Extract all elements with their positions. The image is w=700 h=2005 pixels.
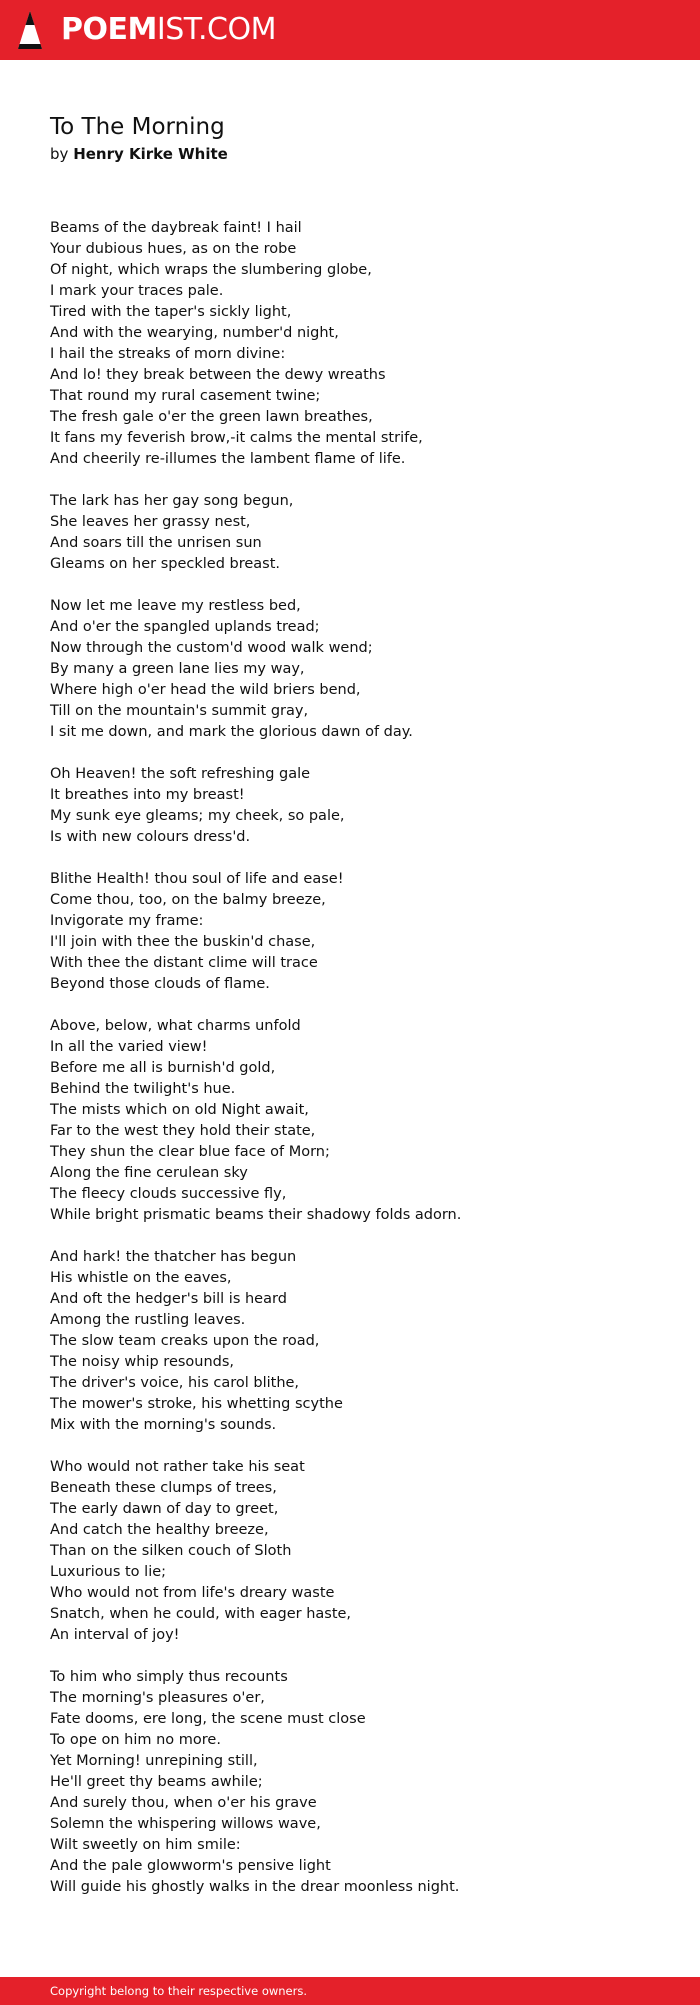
poem-stanza bbox=[50, 218, 670, 470]
poem-stanza bbox=[50, 1247, 670, 1436]
poem-line: Your dubious hues, as on the robe bbox=[50, 241, 297, 257]
poem-line: Beneath these clumps of trees, bbox=[50, 1480, 277, 1496]
poem-line: They shun the clear blue face of Morn; bbox=[50, 1144, 330, 1160]
poem-line: Now through the custom'd wood walk wend; bbox=[50, 640, 373, 656]
poem-line: It fans my feverish brow,-it calms the mental strife, bbox=[50, 430, 423, 446]
poem-line: The fleecy clouds successive fly, bbox=[50, 1186, 287, 1202]
poem-line: It breathes into my breast! bbox=[50, 787, 245, 803]
poem-line: And soars till the unrisen sun bbox=[50, 535, 262, 551]
poem-line: The noisy whip resounds, bbox=[50, 1354, 235, 1370]
poem-line: And surely thou, when o'er his grave bbox=[50, 1795, 317, 1811]
poem-line: And cheerily re-illumes the lambent flame of life. bbox=[50, 451, 406, 467]
poem-line: Luxurious to lie; bbox=[50, 1564, 167, 1580]
poem-line: Oh Heaven! the soft refreshing gale bbox=[50, 766, 311, 782]
poem-line: Before me all is burnish'd gold, bbox=[50, 1060, 276, 1076]
poem-line: Tired with the taper's sickly light, bbox=[50, 304, 292, 320]
poem-line: Above, below, what charms unfold bbox=[50, 1018, 301, 1034]
poem-title: To The Morning bbox=[50, 114, 225, 140]
poem-line: The morning's pleasures o'er, bbox=[50, 1690, 265, 1706]
poem-line: In all the varied view! bbox=[50, 1039, 208, 1055]
poem-line: She leaves her grassy nest, bbox=[50, 514, 251, 530]
poem-line: The driver's voice, his carol blithe, bbox=[50, 1375, 300, 1391]
poem-line: The early dawn of day to greet, bbox=[50, 1501, 279, 1517]
poem-line: The slow team creaks upon the road, bbox=[50, 1333, 320, 1349]
poem-body bbox=[50, 218, 670, 1919]
poem-line: The fresh gale o'er the green lawn breathes, bbox=[50, 409, 373, 425]
site-logo[interactable] bbox=[17, 10, 276, 50]
poem-line: Gleams on her speckled breast. bbox=[50, 556, 281, 572]
poem-line: Now let me leave my restless bed, bbox=[50, 598, 301, 614]
poem-line: My sunk eye gleams; my cheek, so pale, bbox=[50, 808, 345, 824]
poem-line: And oft the hedger's bill is heard bbox=[50, 1291, 287, 1307]
pencil-tip-icon bbox=[17, 10, 43, 50]
poem-line: An interval of joy! bbox=[50, 1627, 180, 1643]
poem-line: I hail the streaks of morn divine: bbox=[50, 346, 286, 362]
poem-line: I sit me down, and mark the glorious dawn of day. bbox=[50, 724, 413, 740]
poem-stanza bbox=[50, 596, 670, 743]
author-name[interactable]: Henry Kirke White bbox=[73, 145, 228, 163]
poem-line: Far to the west they hold their state, bbox=[50, 1123, 316, 1139]
poem-line: The mists which on old Night await, bbox=[50, 1102, 309, 1118]
poem-line: His whistle on the eaves, bbox=[50, 1270, 232, 1286]
poem-line: Who would not from life's dreary waste bbox=[50, 1585, 335, 1601]
poem-line: Till on the mountain's summit gray, bbox=[50, 703, 309, 719]
poem-line: Is with new colours dress'd. bbox=[50, 829, 251, 845]
poem-stanza bbox=[50, 1457, 670, 1646]
poem-line: And hark! the thatcher has begun bbox=[50, 1249, 297, 1265]
poem-line: Among the rustling leaves. bbox=[50, 1312, 246, 1328]
poem-line: That round my rural casement twine; bbox=[50, 388, 321, 404]
poem-line: I mark your traces pale. bbox=[50, 283, 224, 299]
poem-line: Beyond those clouds of flame. bbox=[50, 976, 270, 992]
poem-line: And the pale glowworm's pensive light bbox=[50, 1858, 331, 1874]
poem-line: Behind the twilight's hue. bbox=[50, 1081, 236, 1097]
poem-stanza bbox=[50, 764, 670, 848]
poem-heading bbox=[50, 112, 650, 165]
byline bbox=[50, 143, 650, 165]
poem-line: To him who simply thus recounts bbox=[50, 1669, 288, 1685]
poem-line: And o'er the spangled uplands tread; bbox=[50, 619, 320, 635]
logo-wordmark: POEMIST.COM bbox=[61, 12, 276, 47]
poem-line: Fate dooms, ere long, the scene must close bbox=[50, 1711, 366, 1727]
poem-line: And catch the healthy breeze, bbox=[50, 1522, 269, 1538]
poem-line: Invigorate my frame: bbox=[50, 913, 204, 929]
poem-line: With thee the distant clime will trace bbox=[50, 955, 318, 971]
site-header bbox=[0, 0, 700, 60]
poem-line: The lark has her gay song begun, bbox=[50, 493, 294, 509]
poem-line: Blithe Health! thou soul of life and ease! bbox=[50, 871, 344, 887]
poem-line: Solemn the whispering willows wave, bbox=[50, 1816, 321, 1832]
poem-stanza bbox=[50, 1667, 670, 1898]
site-footer bbox=[0, 1977, 700, 2005]
poem-line: Snatch, when he could, with eager haste, bbox=[50, 1606, 352, 1622]
poem-line: By many a green lane lies my way, bbox=[50, 661, 305, 677]
by-label: by bbox=[50, 145, 69, 163]
poem-line: I'll join with thee the buskin'd chase, bbox=[50, 934, 316, 950]
poem-line: To ope on him no more. bbox=[50, 1732, 221, 1748]
poem-line: Wilt sweetly on him smile: bbox=[50, 1837, 241, 1853]
poem-line: The mower's stroke, his whetting scythe bbox=[50, 1396, 343, 1412]
poem-line: Of night, which wraps the slumbering globe, bbox=[50, 262, 372, 278]
poem-line: Along the fine cerulean sky bbox=[50, 1165, 248, 1181]
poem-line: Who would not rather take his seat bbox=[50, 1459, 305, 1475]
poem-line: And with the wearying, number'd night, bbox=[50, 325, 339, 341]
poem-line: Yet Morning! unrepining still, bbox=[50, 1753, 258, 1769]
poem-line: Where high o'er head the wild briers bend, bbox=[50, 682, 361, 698]
poem-line: And lo! they break between the dewy wreaths bbox=[50, 367, 386, 383]
copyright-text: Copyright belong to their respective owners. bbox=[50, 1984, 308, 1998]
poem-line: Than on the silken couch of Sloth bbox=[50, 1543, 292, 1559]
poem-line: He'll greet thy beams awhile; bbox=[50, 1774, 263, 1790]
poem-stanza bbox=[50, 491, 670, 575]
poem-line: Come thou, too, on the balmy breeze, bbox=[50, 892, 326, 908]
poem-stanza bbox=[50, 869, 670, 995]
poem-line: Mix with the morning's sounds. bbox=[50, 1417, 277, 1433]
poem-stanza bbox=[50, 1016, 670, 1226]
poem-line: Beams of the daybreak faint! I hail bbox=[50, 220, 302, 236]
poem-line: Will guide his ghostly walks in the drear moonless night. bbox=[50, 1879, 460, 1895]
poem-line: While bright prismatic beams their shadowy folds adorn. bbox=[50, 1207, 462, 1223]
